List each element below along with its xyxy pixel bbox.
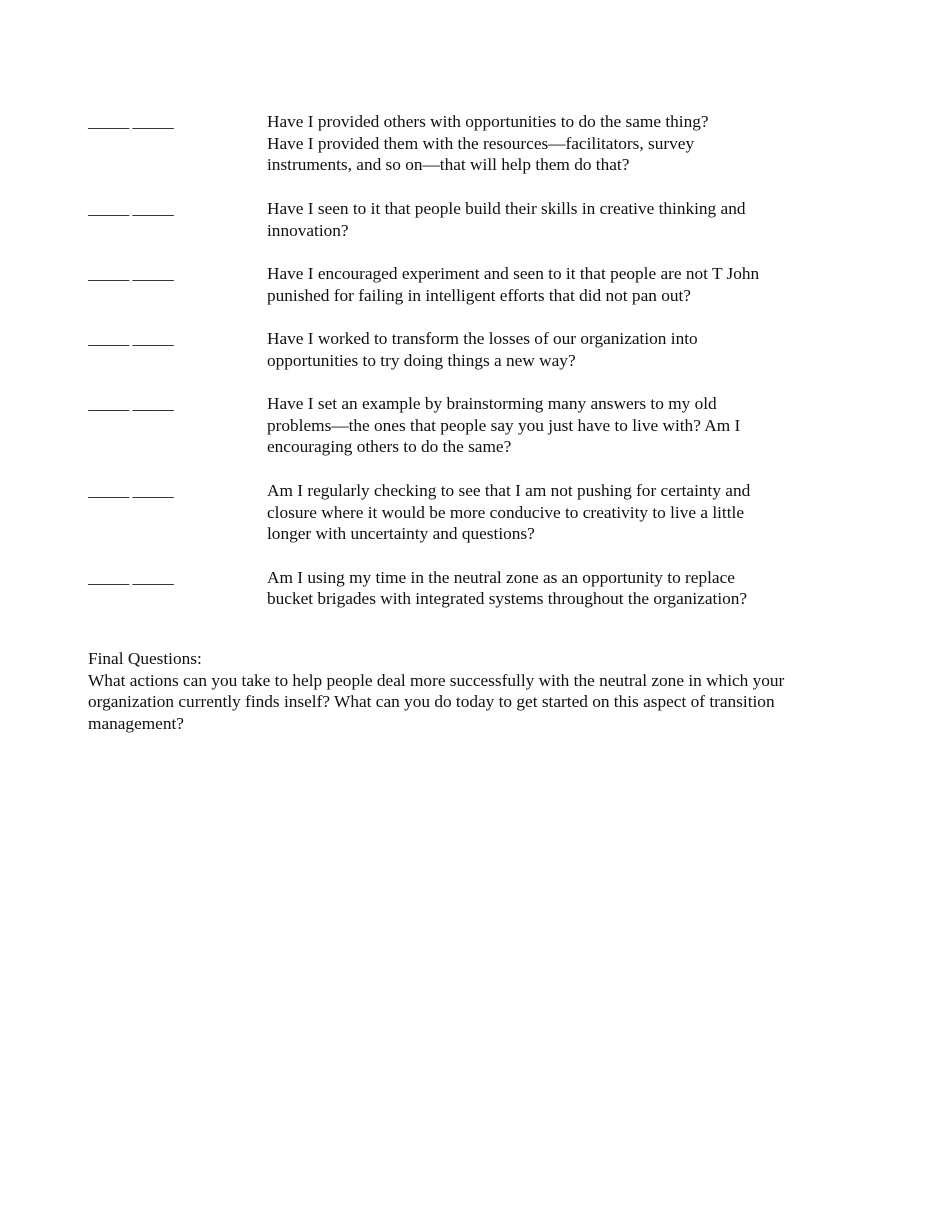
question-line: longer with uncertainty and questions?	[267, 524, 535, 544]
checklist-item	[88, 198, 848, 241]
question-line: Am I regularly checking to see that I am not pushing for certainty and	[267, 480, 751, 500]
checklist-question	[267, 480, 807, 545]
question-line: Have I seen to it that people build their skills in creative thinking and	[267, 198, 746, 218]
question-line: Have I provided others with opportunities to do the same thing?	[267, 112, 709, 131]
question-line: bucket brigades with integrated systems throughout the organization?	[267, 589, 748, 609]
checklist-question	[267, 198, 807, 241]
answer-blanks: _____ _____	[88, 328, 174, 348]
question-line: innovation?	[267, 220, 349, 240]
answer-blanks: _____ _____	[88, 480, 174, 500]
final-questions-line: What actions can you take to help people deal more successfully with the neutral zone in which your	[88, 670, 785, 690]
question-line: Am I using my time in the neutral zone as an opportunity to replace	[267, 567, 735, 587]
question-line: encouraging others to do the same?	[267, 437, 512, 457]
final-questions-section	[88, 648, 858, 735]
checklist-item	[88, 263, 848, 306]
question-line: punished for failing in intelligent efforts that did not pan out?	[267, 285, 691, 305]
checklist-question	[267, 328, 807, 371]
answer-blanks: _____ _____	[88, 394, 174, 414]
transition-checklist	[88, 111, 848, 632]
checklist-item	[88, 567, 848, 610]
checklist-item	[88, 111, 848, 176]
final-questions-line: management?	[88, 714, 184, 734]
question-line: Have I encouraged experiment and seen to it that people are not T John	[267, 263, 760, 283]
answer-blanks: _____ _____	[88, 198, 174, 218]
question-line: Have I set an example by brainstorming many answers to my old	[267, 394, 717, 414]
question-line: opportunities to try doing things a new way?	[267, 350, 576, 370]
question-line: Have I worked to transform the losses of our organization into	[267, 328, 698, 348]
final-questions-heading: Final Questions:	[88, 649, 202, 668]
checklist-question	[267, 263, 807, 306]
answer-blanks: _____ _____	[88, 112, 174, 131]
checklist-item	[88, 393, 848, 458]
checklist-question	[267, 111, 807, 176]
checklist-question	[267, 567, 807, 610]
answer-blanks: _____ _____	[88, 567, 174, 587]
checklist-item	[88, 480, 848, 545]
question-line: instruments, and so on—that will help them do that?	[267, 155, 630, 175]
checklist-question	[267, 393, 807, 458]
answer-blanks: _____ _____	[88, 263, 174, 283]
question-line: Have I provided them with the resources—facilitators, survey	[267, 133, 695, 153]
checklist-item	[88, 328, 848, 371]
final-questions-line: organization currently finds inself? What can you do today to get started on this aspect of transition	[88, 692, 775, 712]
question-line: closure where it would be more conducive to creativity to live a little	[267, 502, 744, 522]
question-line: problems—the ones that people say you just have to live with? Am I	[267, 415, 741, 435]
